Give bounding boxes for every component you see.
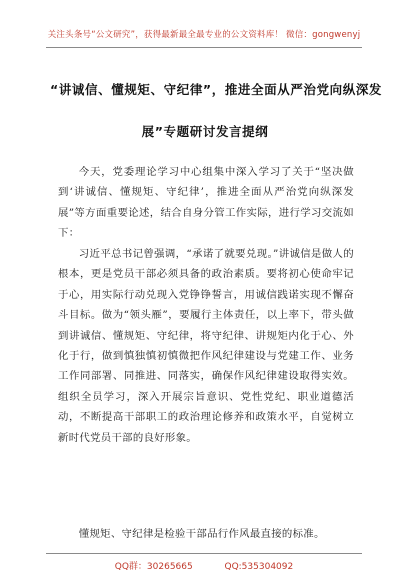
document-title-line2: 展”专题研讨发言提纲 [141, 124, 269, 139]
paragraph-text: 今天，党委理论学习中心组集中深入学习了关于“坚决做到‘讲诚信、懂规矩、守纪律’，推进全面从严治党向纵深发展”等方面重要论述，结合自身分管工作实际，进行学习交流如下： [58, 166, 354, 240]
header-divider [46, 47, 362, 48]
body-paragraph-1 [58, 162, 354, 244]
footer-qq-group: QQ群：30265665 [114, 562, 193, 572]
header-promo: 关注头条号“公文研究”，获得最新最全最专业的公文资料库！ 微信：gongwenyj [47, 30, 361, 40]
body-paragraph-3 [58, 524, 354, 544]
footer-qq: QQ:535304092 [224, 562, 294, 572]
paragraph-text: 习近平总书记曾强调，“承诺了就要兑现。”讲诚信是做人的根本，更是党员干部必须具备的政治素质。要将初心使命牢记于心，用实际行动兑现入党铮铮誓言，用诚信践诺实现不懈奋斗目标。做为“领头雁”，要履行主体责任，以上率下，带头做到讲诚信、懂规矩、守纪律，将守纪律、讲规矩内化于心、外化于行，做到慎独慎初慎微把作风纪律建设与党建工作、业务工作同部署、同推进、同落实，确保作风纪律建设取得实效。组织全员学习，深入开展宗旨意识、党性党纪、职业道德活动，不断提高干部职工的政治理论修养和政策水平，自觉树立新时代党员干部的良好形象。 [58, 248, 354, 444]
body-paragraph-2 [58, 244, 354, 448]
paragraph-text: 懂规矩、守纪律是检验干部品行作风最直接的标准。 [78, 528, 325, 540]
footer-divider [46, 553, 362, 554]
document-title-line1: “讲诚信、懂规矩、守纪律”，推进全面从严治党向纵深发 [50, 82, 383, 97]
footer-contact [0, 559, 408, 572]
